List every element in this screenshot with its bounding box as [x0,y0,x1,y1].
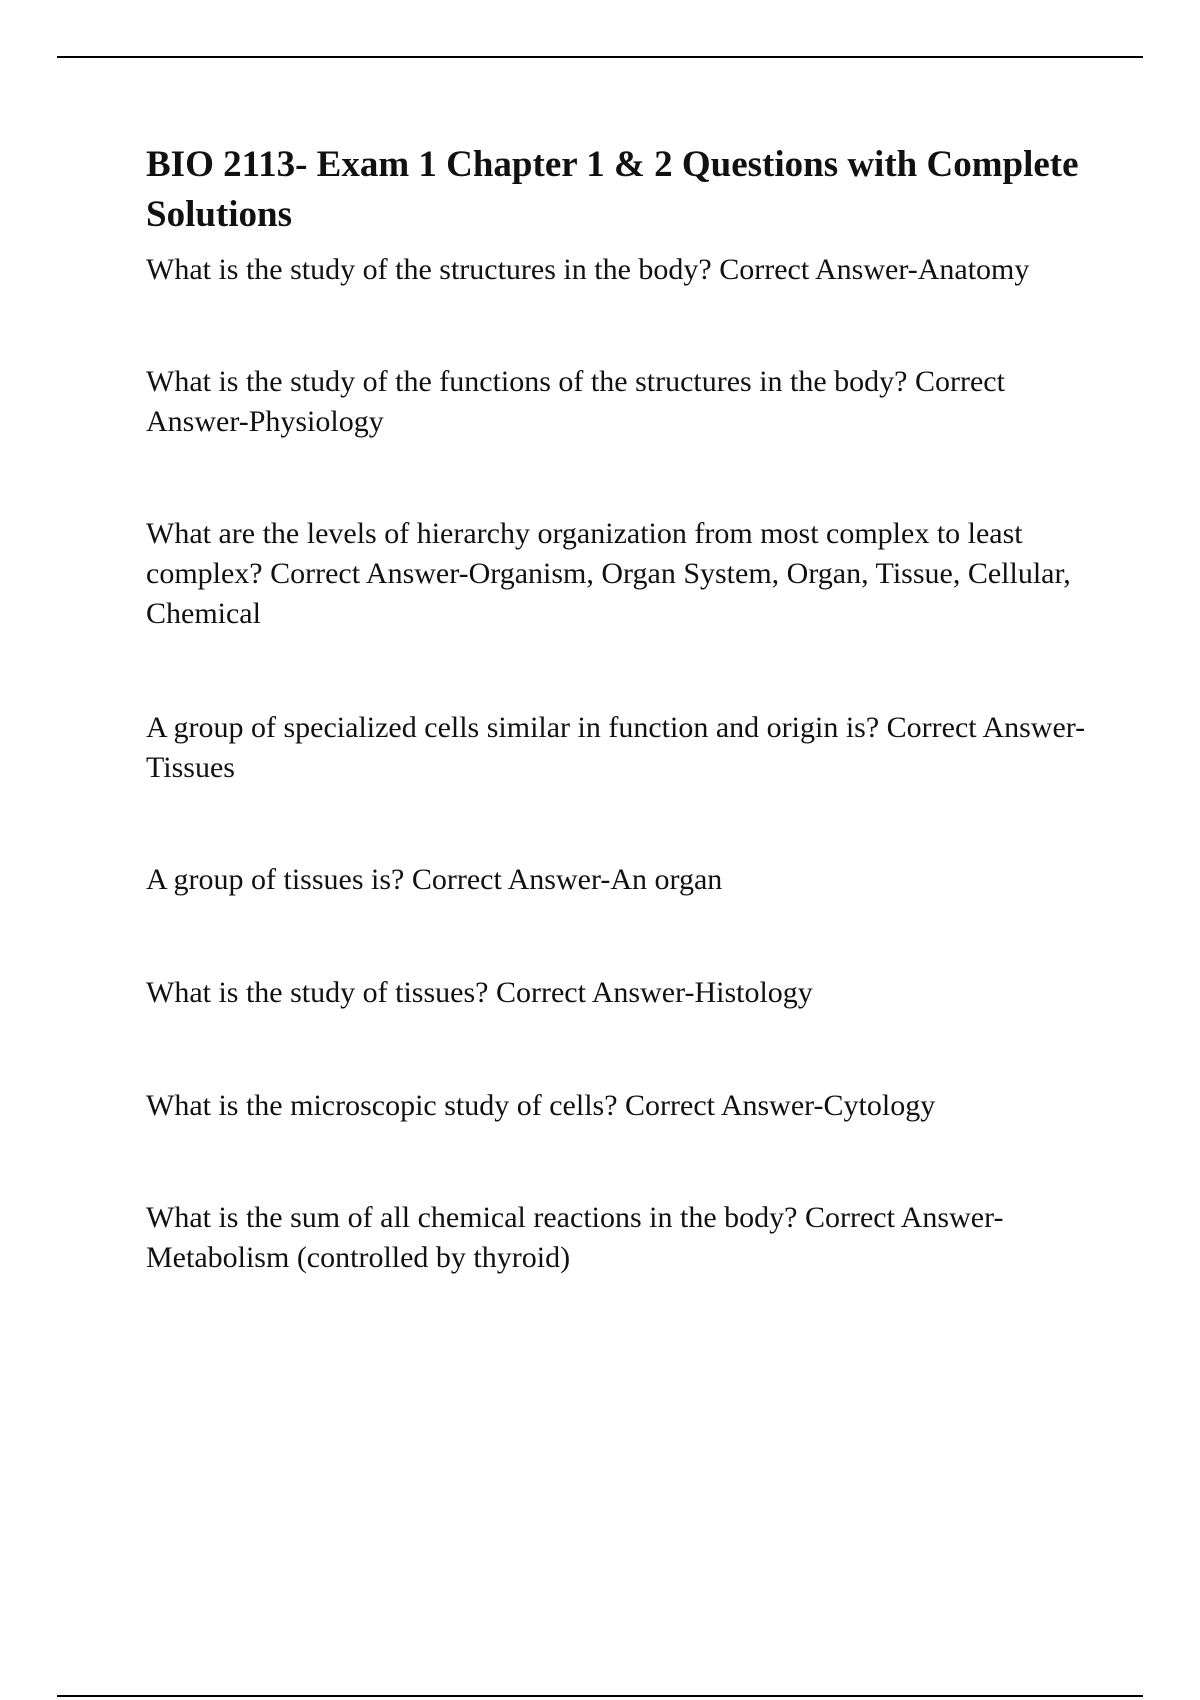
qa-item: What is the sum of all chemical reactions in the body? Correct Answer-Metabolism (controlled by thyroid) [146,1201,1004,1274]
qa-item: What is the study of tissues? Correct Answer-Histology [146,976,813,1009]
qa-item: What are the levels of hierarchy organization from most complex to least complex? Correct Answer-Organism, Organ System, Organ, Tissue, Cellular, Chemical [146,517,1071,630]
qa-item: A group of tissues is? Correct Answer-An organ [146,863,723,896]
top-rule [57,56,1143,58]
document-title: BIO 2113- Exam 1 Chapter 1 & 2 Questions with Complete Solutions [146,144,1079,235]
bottom-rule [57,1695,1143,1697]
qa-item: What is the study of the functions of the structures in the body? Correct Answer-Physiology [146,365,1005,438]
qa-item: What is the study of the structures in the body? Correct Answer-Anatomy [146,253,1030,286]
document-body [146,140,1106,1278]
qa-item: A group of specialized cells similar in function and origin is? Correct Answer-Tissues [146,711,1086,784]
qa-item: What is the microscopic study of cells? Correct Answer-Cytology [146,1089,936,1122]
